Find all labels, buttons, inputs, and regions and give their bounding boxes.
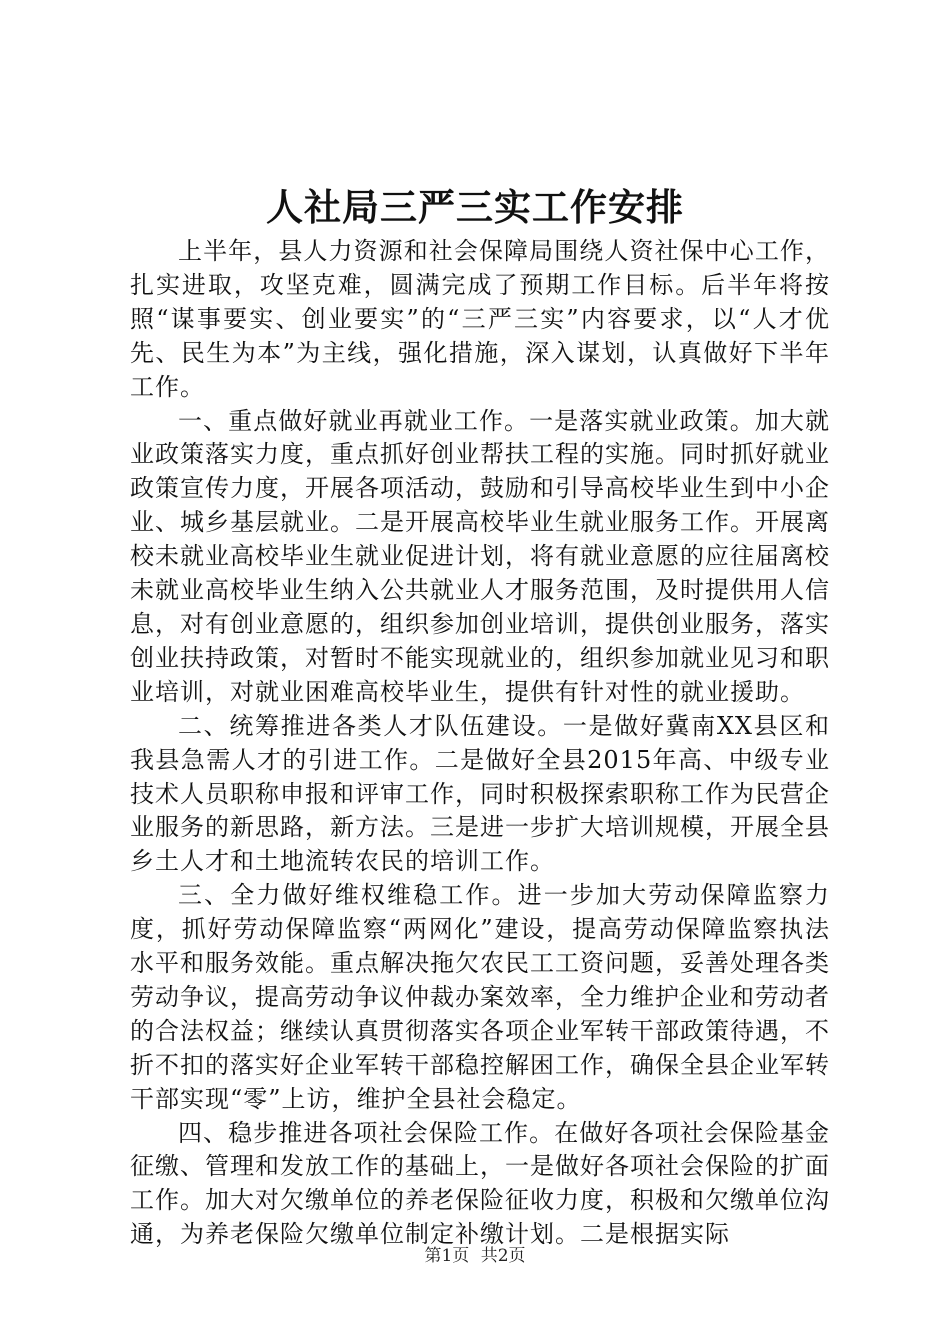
page-number-total: 共2页 bbox=[480, 1246, 526, 1266]
paragraph-talent: 二、统筹推进各类人才队伍建设。一是做好冀南XX县区和我县急需人才的引进工作。二是做好全县2015年高、中级专业技术人员职称申报和评审工作，同时积极探索职称工作为民营企业服务的新思路，新方法。三是进一步扩大培训规模，开展全县乡土人才和土地流转农民的培训工作。 bbox=[130, 711, 830, 876]
paragraph-employment: 一、重点做好就业再就业工作。一是落实就业政策。加大就业政策落实力度，重点抓好创业帮扶工程的实施。同时抓好就业政策宣传力度，开展各项活动，鼓励和引导高校毕业生到中小企业、城乡基层就业。二是开展高校毕业生就业服务工作。开展离校未就业高校毕业生就业促进计划，将有就业意愿的应往届离校未就业高校毕业生纳入公共就业人才服务范围，及时提供用人信息，对有创业意愿的，组织参加创业培训，提供创业服务，落实创业扶持政策，对暂时不能实现就业的，组织参加就业见习和职业培训，对就业困难高校毕业生，提供有针对性的就业援助。 bbox=[130, 406, 830, 706]
page-number-current: 第1页 bbox=[424, 1246, 470, 1266]
paragraph-rights-protection: 三、全力做好维权维稳工作。进一步加大劳动保障监察力度，抓好劳动保障监察“两网化”建设，提高劳动保障监察执法水平和服务效能。重点解决拖欠农民工工资问题，妥善处理各类劳动争议，提高劳动争议仲裁办案效率，全力维护企业和劳动者的合法权益；继续认真贯彻落实各项企业军转干部政策待遇，不折不扣的落实好企业军转干部稳控解困工作，确保全县企业军转干部实现“零”上访，维护全县社会稳定。 bbox=[130, 881, 830, 1113]
document-title: 人社局三严三实工作安排 bbox=[266, 185, 684, 229]
paragraph-intro: 上半年，县人力资源和社会保障局围绕人资社保中心工作，扎实进取，攻坚克难，圆满完成了预期工作目标。后半年将按照“谋事要实、创业要实”的“三严三实”内容要求，以“人才优先、民生为本”为主线，强化措施，深入谋划，认真做好下半年工作。 bbox=[130, 237, 830, 401]
page-footer bbox=[0, 1244, 950, 1268]
document-body bbox=[130, 235, 830, 1252]
paragraph-social-insurance: 四、稳步推进各项社会保险工作。在做好各项社会保险基金征缴、管理和发放工作的基础上，一是做好各项社会保险的扩面工作。加大对欠缴单位的养老保险征收力度，积极和欠缴单位沟通，为养老保险欠缴单位制定补缴计划。二是根据实际 bbox=[130, 1118, 830, 1249]
